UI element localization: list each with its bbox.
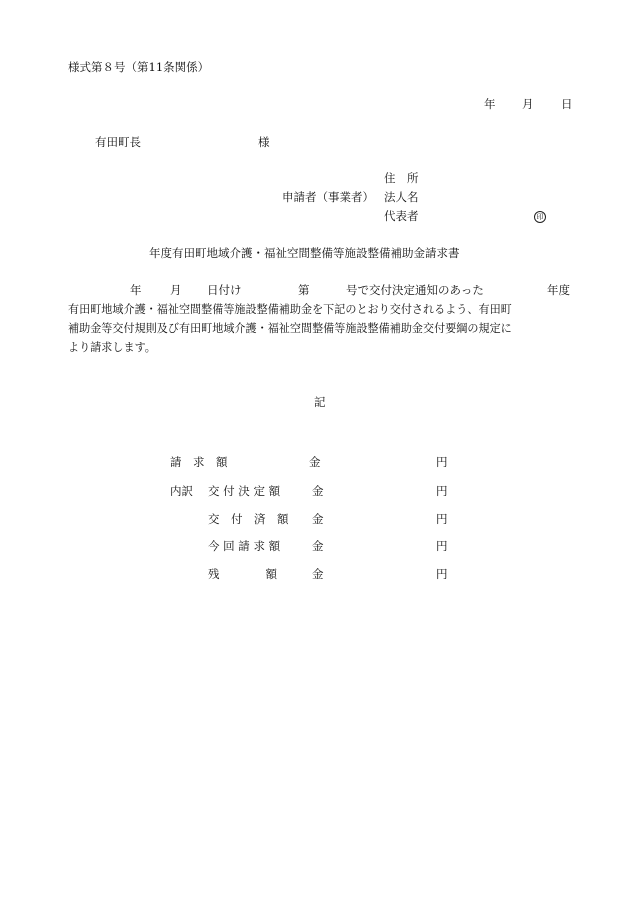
body-month: 月 [170, 283, 182, 297]
addressee-honorific: 様 [258, 135, 270, 149]
breakdown-item-yen: 円 [436, 512, 448, 526]
breakdown-item-kin: 金 [312, 567, 324, 581]
body-line-2: 有田町地域介護・福祉空間整備等施設整備補助金を下記のとおり交付されるよう、有田町 [68, 303, 512, 316]
seal-icon: 印 [534, 211, 546, 223]
form-number: 様式第８号（第11条関係） [68, 60, 210, 74]
breakdown-item-yen: 円 [436, 567, 448, 581]
body-dai: 第 [298, 283, 310, 297]
addressee-name: 有田町長 [95, 135, 141, 149]
body-year: 年 [130, 283, 142, 297]
breakdown-row-4 [0, 569, 630, 583]
date-month-label: 月 [522, 97, 534, 111]
date-day-label: 日 [561, 97, 573, 111]
seal-mark [534, 210, 546, 223]
breakdown-row-1 [0, 486, 630, 500]
breakdown-row-2 [0, 514, 630, 528]
breakdown-item-kin: 金 [312, 484, 324, 498]
breakdown-item-kin: 金 [312, 512, 324, 526]
breakdown-item-label: 交 付 決 定 額 [208, 484, 281, 498]
breakdown-item-label: 交 付 済 額 [208, 512, 289, 526]
breakdown-item-yen: 円 [436, 539, 448, 553]
request-amount-row [0, 457, 630, 471]
document-title: 年度有田町地域介護・福祉空間整備等施設整備補助金請求書 [149, 246, 460, 260]
applicant-corp-label: 法人名 [384, 190, 419, 204]
applicant-rep-label: 代表者 [384, 209, 419, 223]
date-year-label: 年 [484, 97, 496, 111]
body-line-4: より請求します。 [68, 341, 156, 354]
request-amount-label: 請 求 額 [170, 455, 228, 469]
body-notice: 号で交付決定通知のあった [346, 283, 484, 297]
breakdown-item-label: 残 額 [208, 567, 277, 581]
breakdown-label: 内訳 [170, 484, 193, 498]
breakdown-row-3 [0, 541, 630, 555]
body-nendo: 年度 [547, 283, 570, 297]
applicant-role: 申請者（事業者） [282, 190, 374, 204]
request-amount-kin: 金 [309, 455, 321, 469]
ki-heading: 記 [314, 395, 326, 409]
breakdown-item-label: 今 回 請 求 額 [208, 539, 281, 553]
applicant-address-label: 住 所 [384, 171, 419, 185]
body-line-3: 補助金等交付規則及び有田町地域介護・福祉空間整備等施設整備補助金交付要綱の規定に [68, 322, 512, 335]
breakdown-item-yen: 円 [436, 484, 448, 498]
request-amount-yen: 円 [436, 455, 448, 469]
body-dated: 日付け [207, 283, 242, 297]
breakdown-item-kin: 金 [312, 539, 324, 553]
